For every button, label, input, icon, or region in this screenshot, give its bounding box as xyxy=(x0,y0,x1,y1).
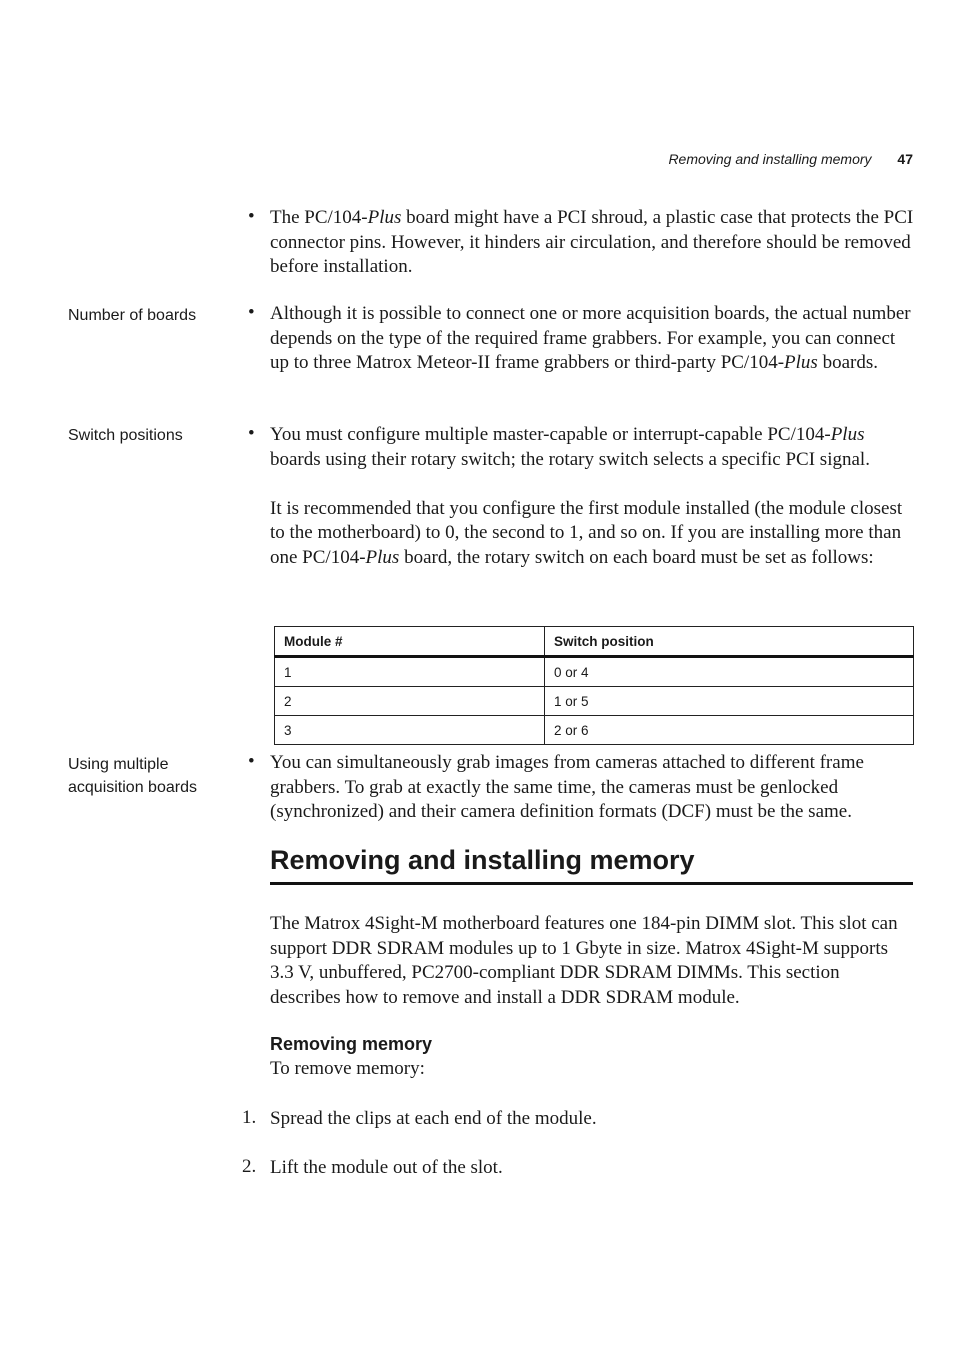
section-heading: Removing and installing memory xyxy=(270,845,913,885)
table-header-row xyxy=(275,627,914,657)
step-number: 1. xyxy=(242,1107,257,1128)
bullet-paragraph-pci-shroud: The PC/104-Plus board might have a PCI shroud, a plastic case that protects the PCI connector pins. However, it hinders air circulation, and therefore should be removed before installation. xyxy=(270,207,914,277)
running-header-title: Removing and installing memory xyxy=(668,151,872,167)
page-number: 47 xyxy=(897,151,913,167)
step-text: Spread the clips at each end of the module. xyxy=(270,1108,597,1129)
table-cell: 0 or 4 xyxy=(545,657,914,687)
bullet-marker: • xyxy=(248,751,255,772)
table-row xyxy=(275,657,914,687)
bullet-paragraph-switch-positions: You must configure multiple master-capable or interrupt-capable PC/104-Plus boards using their rotary switch; the rotary switch selects a specific PCI signal. It is recommended that you configure the first module installed (the module closest to the motherboard) to 0, the second to 1, and so on. If you are installing more than one PC/104-Plus board, the rotary switch on each board must be set as follows: xyxy=(270,424,903,568)
bullet-marker: • xyxy=(248,302,255,323)
table-header-cell: Module # xyxy=(275,627,545,657)
table-header-cell: Switch position xyxy=(545,627,914,657)
margin-label-number-of-boards: Number of boards xyxy=(68,307,197,324)
section-intro-paragraph: The Matrox 4Sight-M motherboard features one 184-pin DIMM slot. This slot can support DDR SDRAM modules up to 1 Gbyte in size. Matrox 4Sight-M supports 3.3 V, unbuffered, PC2700-compliant DDR SDRAM DIMMs. This section describes how to remove and install a DDR SDRAM module. xyxy=(270,913,898,1008)
switch-position-table xyxy=(274,626,914,745)
table-cell: 3 xyxy=(275,716,545,745)
lead-in-text: To remove memory: xyxy=(270,1058,425,1079)
bullet-marker: • xyxy=(248,423,255,444)
bullet-marker: • xyxy=(248,206,255,227)
table-cell: 2 or 6 xyxy=(545,716,914,745)
table-cell: 2 xyxy=(275,687,545,716)
step-text: Lift the module out of the slot. xyxy=(270,1157,503,1178)
bullet-paragraph-multiple-boards: You can simultaneously grab images from cameras attached to different frame grabbers. To grab at exactly the same time, the cameras must be genlocked (synchronized) and their camera definition formats (DCF) must be the same. xyxy=(270,752,864,822)
bullet-paragraph-number-of-boards: Although it is possible to connect one or more acquisition boards, the actual number depends on the type of the required frame grabbers. For example, you can connect up to three Matrox Meteor-II frame grabbers or third-party PC/104-Plus boards. xyxy=(270,303,911,373)
table-cell: 1 or 5 xyxy=(545,687,914,716)
running-header xyxy=(668,151,913,167)
margin-label-using-multiple-acquisition-boards: Using multiple acquisition boards xyxy=(68,756,197,796)
table-row xyxy=(275,687,914,716)
table-row xyxy=(275,716,914,745)
subheading-removing-memory: Removing memory xyxy=(270,1034,433,1054)
table-cell: 1 xyxy=(275,657,545,687)
step-number: 2. xyxy=(242,1156,257,1177)
margin-label-switch-positions: Switch positions xyxy=(68,427,183,444)
